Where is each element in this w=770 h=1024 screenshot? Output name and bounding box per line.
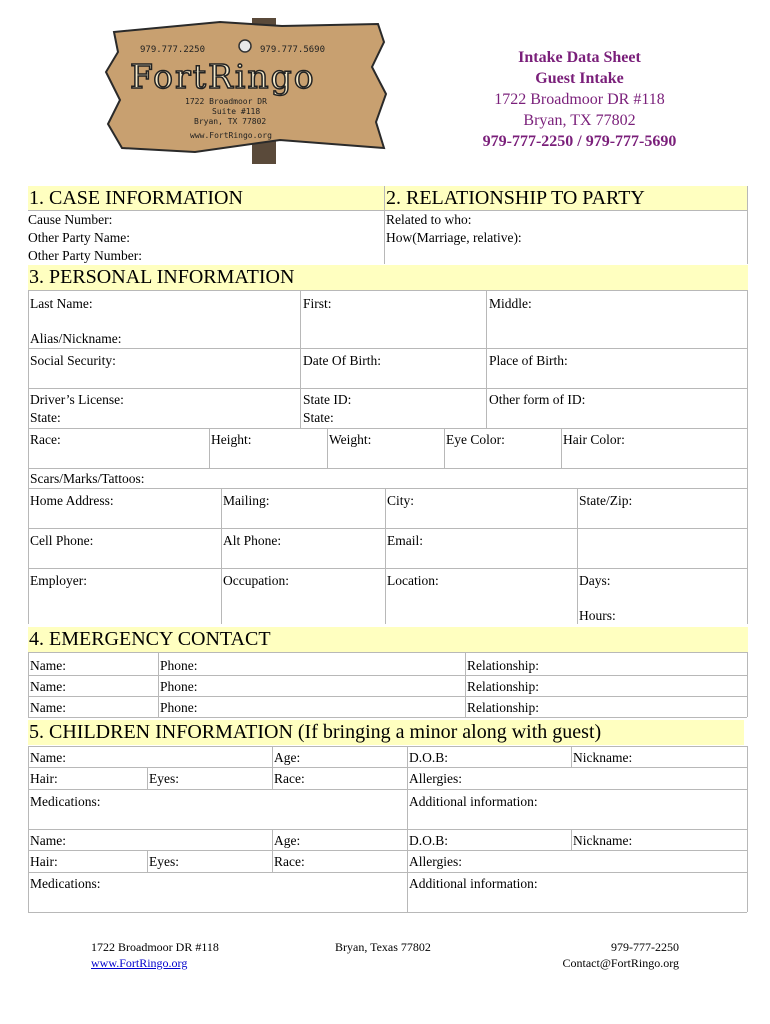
footer-email: Contact@FortRingo.org xyxy=(562,956,679,970)
child-allergies-label: Allergies: xyxy=(409,771,462,786)
doc-subtitle: Guest Intake xyxy=(535,70,624,87)
eye-color-label: Eye Color: xyxy=(446,432,505,447)
scars-label: Scars/Marks/Tattoos: xyxy=(30,471,145,486)
emergency-phone-label: Phone: xyxy=(160,658,198,673)
dl-state-label: State: xyxy=(30,410,61,425)
hours-label: Hours: xyxy=(579,608,616,623)
alias-label: Alias/Nickname: xyxy=(30,331,122,346)
child-race-label: Race: xyxy=(274,771,305,786)
child-nickname-label: Nickname: xyxy=(573,833,633,848)
alt-phone-label: Alt Phone: xyxy=(223,533,282,548)
child-nickname-label: Nickname: xyxy=(573,750,633,765)
child-name-label: Name: xyxy=(30,833,66,848)
sign-logo-text: FortRingo xyxy=(130,57,316,96)
child-additional-info-label: Additional information: xyxy=(409,794,538,809)
child-dob-label: D.O.B: xyxy=(409,750,449,765)
location-label: Location: xyxy=(387,573,439,588)
emergency-relationship-label: Relationship: xyxy=(467,700,539,715)
child-additional-info-label: Additional information: xyxy=(409,876,538,891)
child-medications-label: Medications: xyxy=(30,876,101,891)
emergency-name-label: Name: xyxy=(30,679,66,694)
mailing-label: Mailing: xyxy=(223,493,270,508)
header-address-1: 1722 Broadmoor DR #118 xyxy=(494,91,665,108)
child-hair-label: Hair: xyxy=(30,771,58,786)
sign-phone-left: 979.777.2250 xyxy=(140,45,206,55)
child-hair-label: Hair: xyxy=(30,854,58,869)
other-party-number-label: Other Party Number: xyxy=(28,248,142,263)
city-label: City: xyxy=(387,493,415,508)
sign-phone-right: 979.777.5690 xyxy=(260,45,326,55)
header-address-2: Bryan, TX 77802 xyxy=(523,112,636,129)
pob-label: Place of Birth: xyxy=(489,353,568,368)
email-label: Email: xyxy=(387,533,423,548)
child-name-label: Name: xyxy=(30,750,66,765)
child-age-label: Age: xyxy=(274,833,301,848)
sign-address-1: 1722 Broadmoor DR xyxy=(185,97,267,106)
sign-address-3: Bryan, TX 77802 xyxy=(194,117,267,126)
emergency-relationship-label: Relationship: xyxy=(467,679,539,694)
weight-label: Weight: xyxy=(329,432,372,447)
emergency-contact-heading: 4. EMERGENCY CONTACT xyxy=(28,627,748,652)
footer-address: 1722 Broadmoor DR #118 xyxy=(91,940,219,954)
child-eyes-label: Eyes: xyxy=(149,771,179,786)
child-race-label: Race: xyxy=(274,854,305,869)
height-label: Height: xyxy=(211,432,252,447)
child-allergies-label: Allergies: xyxy=(409,854,462,869)
personal-info-heading: 3. PERSONAL INFORMATION xyxy=(28,265,748,290)
dob-label: Date Of Birth: xyxy=(303,353,381,368)
fortringo-logo xyxy=(100,12,390,164)
child-age-label: Age: xyxy=(274,750,301,765)
home-address-label: Home Address: xyxy=(30,493,114,508)
emergency-phone-label: Phone: xyxy=(160,700,198,715)
relationship-how-label: How(Marriage, relative): xyxy=(386,230,522,245)
days-label: Days: xyxy=(579,573,611,588)
children-info-heading: 5. CHILDREN INFORMATION (If bringing a minor along with guest) xyxy=(28,720,744,745)
state-zip-label: State/Zip: xyxy=(579,493,633,508)
child-medications-label: Medications: xyxy=(30,794,101,809)
other-party-name-label: Other Party Name: xyxy=(28,230,130,245)
emergency-phone-label: Phone: xyxy=(160,679,198,694)
footer-city: Bryan, Texas 77802 xyxy=(335,940,431,954)
cause-number-label: Cause Number: xyxy=(28,212,113,227)
nail-icon xyxy=(239,40,251,52)
child-dob-label: D.O.B: xyxy=(409,833,449,848)
race-label: Race: xyxy=(30,432,61,447)
drivers-license-label: Driver’s License: xyxy=(30,392,124,407)
footer-phone: 979-777-2250 xyxy=(611,940,679,954)
emergency-name-label: Name: xyxy=(30,658,66,673)
case-info-heading: 1. CASE INFORMATION xyxy=(28,186,385,210)
middle-name-label: Middle: xyxy=(489,296,532,311)
employer-label: Employer: xyxy=(30,573,87,588)
occupation-label: Occupation: xyxy=(223,573,289,588)
ssn-label: Social Security: xyxy=(30,353,116,368)
first-name-label: First: xyxy=(303,296,332,311)
other-id-label: Other form of ID: xyxy=(489,392,586,407)
child-eyes-label: Eyes: xyxy=(149,854,179,869)
state-id-label: State ID: xyxy=(303,392,352,407)
emergency-relationship-label: Relationship: xyxy=(467,658,539,673)
state-id-state-label: State: xyxy=(303,410,334,425)
header-phones: 979-777-2250 / 979-777-5690 xyxy=(482,133,677,150)
cell-phone-label: Cell Phone: xyxy=(30,533,94,548)
last-name-label: Last Name: xyxy=(30,296,93,311)
relationship-heading: 2. RELATIONSHIP TO PARTY xyxy=(385,186,748,210)
sign-address-2: Suite #118 xyxy=(212,107,261,116)
doc-title: Intake Data Sheet xyxy=(518,49,641,66)
hair-color-label: Hair Color: xyxy=(563,432,625,447)
related-to-label: Related to who: xyxy=(386,212,472,227)
sign-website: www.FortRingo.org xyxy=(190,131,272,140)
footer-website-link[interactable]: www.FortRingo.org xyxy=(91,956,188,970)
emergency-name-label: Name: xyxy=(30,700,66,715)
